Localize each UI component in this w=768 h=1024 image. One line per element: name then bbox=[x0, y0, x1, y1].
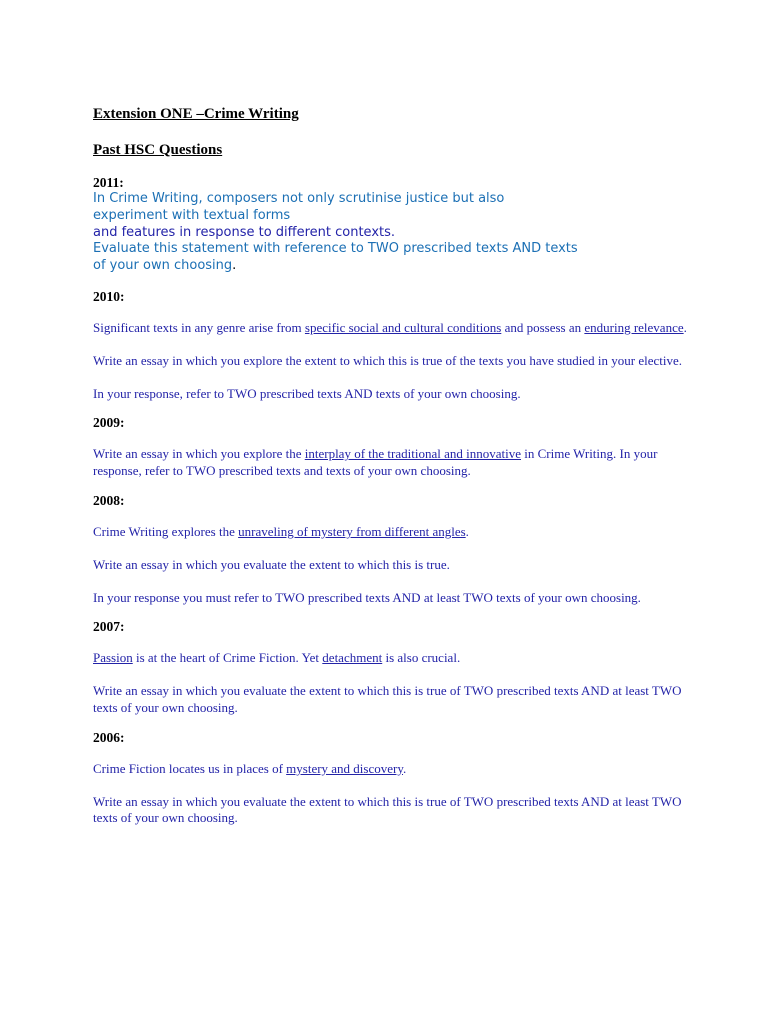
question-2006 bbox=[93, 729, 693, 827]
year-heading-2011: 2011: bbox=[93, 175, 124, 190]
document-page bbox=[93, 104, 693, 827]
question-2009 bbox=[93, 414, 693, 480]
question-2011-text bbox=[93, 191, 693, 275]
question-2010-task: Write an essay in which you explore the extent to which this is true of the texts you have studied in your elective. bbox=[93, 352, 683, 368]
question-2007-text-b: is also crucial. bbox=[382, 650, 461, 666]
question-2007-statement bbox=[93, 650, 693, 667]
question-2006-underline: mystery and discovery bbox=[286, 760, 404, 776]
document-subtitle: Past HSC Questions bbox=[93, 142, 223, 158]
question-2009-task bbox=[93, 446, 693, 480]
question-2011-line-2: experiment with textual forms bbox=[93, 207, 291, 223]
question-2010-statement bbox=[93, 320, 693, 337]
question-2008 bbox=[93, 492, 693, 606]
question-2009-text-b: in Crime Writing. In your response, refer to TWO prescribed texts and texts of your own choosing. bbox=[93, 446, 658, 479]
question-2011-line-5-period: . bbox=[232, 258, 237, 274]
question-2006-text-a: Crime Fiction locates us in places of bbox=[93, 760, 287, 776]
question-2011-line-4: Evaluate this statement with reference to TWO prescribed texts AND texts bbox=[93, 241, 578, 257]
question-2006-text-b: . bbox=[403, 760, 407, 776]
question-2011-line-5-text: of your own choosing bbox=[93, 258, 233, 274]
question-2010 bbox=[93, 288, 693, 402]
question-2008-underline: unraveling of mystery from different angles bbox=[238, 523, 466, 539]
question-2010-underline-1: specific social and cultural conditions bbox=[304, 319, 502, 335]
question-2010-statement-text-b: and possess an bbox=[501, 319, 585, 335]
question-2008-statement bbox=[93, 524, 693, 541]
question-2008-task: Write an essay in which you evaluate the extent to which this is true. bbox=[93, 556, 450, 572]
question-2008-text-b: . bbox=[465, 523, 469, 539]
year-heading-2009: 2009: bbox=[93, 415, 125, 431]
year-heading-2007: 2007: bbox=[93, 619, 125, 635]
question-2009-text-a: Write an essay in which you explore the bbox=[93, 446, 305, 462]
question-2007-underline-2: detachment bbox=[322, 650, 383, 666]
question-2009-underline: interplay of the traditional and innovative bbox=[304, 446, 521, 462]
question-2011-line-5 bbox=[93, 258, 693, 275]
question-2008-text-a: Crime Writing explores the bbox=[93, 523, 239, 539]
question-2007 bbox=[93, 618, 693, 716]
question-2007-task: Write an essay in which you evaluate the extent to which this is true of TWO prescribed texts AND at least TWO texts of your own choosing. bbox=[93, 683, 682, 715]
question-2010-statement-text-a: Significant texts in any genre arise from bbox=[93, 319, 305, 335]
question-2008-instruction: In your response you must refer to TWO prescribed texts AND at least TWO texts of your own choosing. bbox=[93, 589, 641, 605]
question-2011-line-3: and features in response to different contexts. bbox=[93, 224, 396, 240]
year-heading-2008: 2008: bbox=[93, 492, 125, 508]
question-2007-text-a: is at the heart of Crime Fiction. Yet bbox=[132, 650, 323, 666]
year-heading-2006: 2006: bbox=[93, 729, 125, 745]
question-2010-statement-text-c: . bbox=[683, 319, 687, 335]
question-2007-underline-1: Passion bbox=[93, 650, 133, 666]
question-2011-line-1: In Crime Writing, composers not only scrutinise justice but also bbox=[93, 191, 505, 206]
question-2010-instruction: In your response, refer to TWO prescribed texts AND texts of your own choosing. bbox=[93, 385, 521, 401]
question-2011 bbox=[93, 174, 693, 275]
document-title: Extension ONE –Crime Writing bbox=[93, 106, 299, 122]
question-2006-task: Write an essay in which you evaluate the extent to which this is true of TWO prescribed texts AND at least TWO texts of your own choosing. bbox=[93, 793, 682, 826]
year-heading-2010: 2010: bbox=[93, 288, 125, 304]
question-2010-underline-2: enduring relevance bbox=[584, 319, 684, 335]
question-2006-statement bbox=[93, 761, 693, 778]
